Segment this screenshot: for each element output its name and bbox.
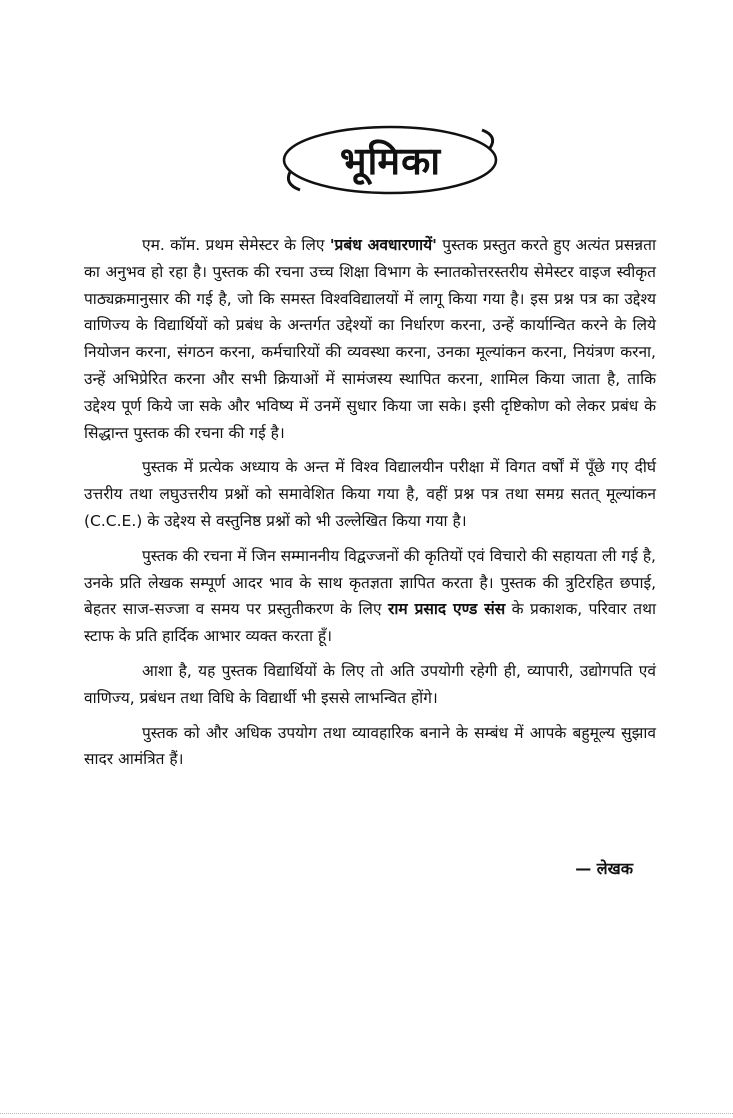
author-signature: — लेखक: [575, 859, 633, 878]
scan-border: [0, 1103, 733, 1114]
text: के प्रकाशक, परिवार तथा स्टाफ के प्रति हार्दिक आभार व्यक्त करता हूँ।: [84, 600, 656, 646]
text: पुस्तक में प्रत्येक अध्याय के अन्त में विश्व विद्यालयीन परीक्षा में विगत वर्षों में पूँछे गए दीर्घ उत्तरीय तथा लघुउत्तरीय प्रश्नों को समावेशित किया गया है, वहीं प्रश्न पत्र तथा समग्र सतत् मूल्यांकन (C.C.E.) के उद्देश्य से वस्तुनिष्ठ प्रश्नों को भी उल्लेखित किया गया है।: [84, 458, 656, 530]
paragraph-1: [84, 232, 656, 446]
text: पुस्तक को और अधिक उपयोग तथा व्यावहारिक बनाने के सम्बंध में आपके बहुमूल्य सुझाव सादर आमंत्रित हैं।: [84, 723, 656, 769]
publisher-name: राम प्रसाद एण्ड संस: [388, 600, 506, 619]
paragraph-4: [84, 658, 656, 712]
heading-banner: [278, 122, 503, 198]
preface-body: [84, 232, 656, 781]
page-title: भूमिका: [339, 139, 442, 183]
text: आशा है, यह पुस्तक विद्यार्थियों के लिए तो अति उपयोगी रहेगी ही, व्यापारी, उद्योगपति एवं वाणिज्य, प्रबंधन तथा विधि के विद्यार्थी भी इससे लाभन्वित होंगे।: [84, 661, 656, 707]
paragraph-3: [84, 543, 656, 650]
paragraph-5: [84, 720, 656, 774]
paragraph-2: [84, 454, 656, 534]
book-title: 'प्रबंध अवधारणायें': [329, 236, 437, 254]
text: पुस्तक प्रस्तुत करते हुए अत्यंत प्रसन्नता का अनुभव हो रहा है। पुस्तक की रचना उच्च शिक्षा विभाग के स्नातकोत्तरस्तरीय सेमेस्टर वाइज स्वीकृत पाठ्यक्रमानुसार की गई है, जो कि समस्त विश्वविद्यालयों में लागू किया गया है। इस प्रश्न पत्र का उद्देश्य वाणिज्य के विद्यार्थियों को प्रबंध के अन्तर्गत उद्देश्यों का निर्धारण करना, उन्हें कार्यान्वित करने के लिये नियोजन करना, संगठन करना, कर्मचारियों की व्यवस्था करना, उनका मूल्यांकन करना, नियंत्रण करना, उन्हें अभिप्रेरित करना और सभी क्रियाओं में सामंजस्य स्थापित करना, शामिल किया जाता है, ताकि उद्देश्य पूर्ण किये जा सके और भविष्य में उनमें सुधार किया जा सके। इसी दृष्टिकोण को लेकर प्रबंध के सिद्धान्त पुस्तक की रचना की गई है।: [84, 236, 656, 442]
text: पुस्तक की रचना में जिन सम्माननीय विद्वज्जनों की कृतियों एवं विचारो की सहायता ली गई है, उनके प्रति लेखक सम्पूर्ण आदर भाव के साथ कृतज्ञता ज्ञापित करता है। पुस्तक की त्रुटिरहित छपाई, बेहतर साज-सज्जा व समय पर प्रस्तुतीकरण के लिए: [84, 546, 656, 619]
text: एम. कॉम. प्रथम सेमेस्टर के लिए: [142, 236, 330, 254]
